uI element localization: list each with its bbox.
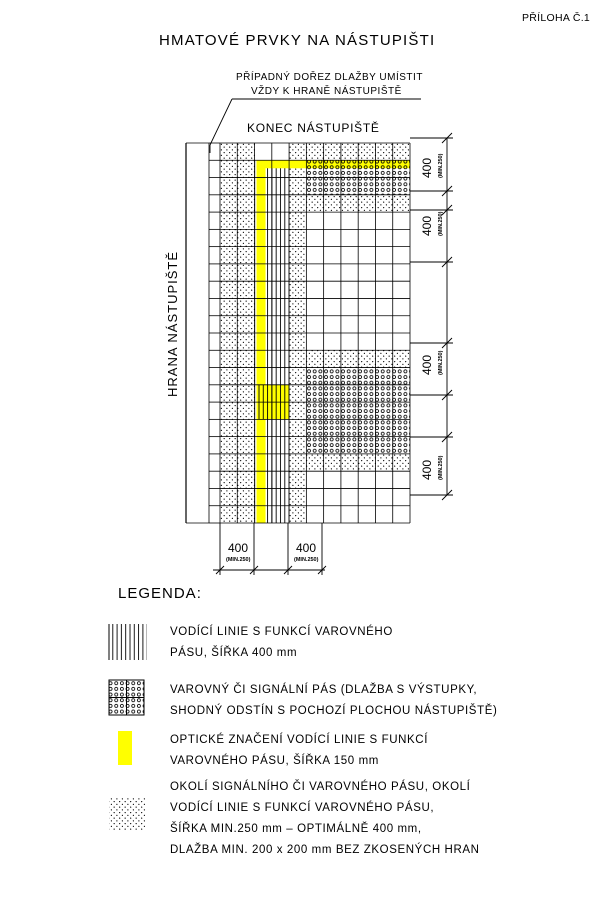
platform-edge-label: HRANA NÁSTUPIŠTĚ [165, 250, 180, 397]
cut-note-line-2: VŽDY K HRANĚ NÁSTUPIŠTĚ [251, 86, 402, 97]
right-dimension-chain [410, 133, 453, 500]
surround-zone-top [289, 143, 410, 160]
legend-text-studded-tile: VAROVNÝ ČI SIGNÁLNÍ PÁS (DLAŽBA S VÝSTUPKY, SHODNÝ ODSTÍN S POCHOZÍ PLOCHOU NÁSTUPIŠTĚ) [170, 684, 498, 717]
legend-symbol-studded-tile [109, 680, 144, 715]
dim-right-1-min: (MIN.250) [438, 153, 444, 178]
dim-right-2-value: 400 [420, 215, 434, 236]
dim-bottom-2-min: (MIN.250) [294, 557, 319, 563]
yellow-corner-marking [257, 160, 309, 168]
dim-bottom-1-min: (MIN.250) [226, 557, 251, 563]
drawing-title: HMATOVÉ PRVKY NA NÁSTUPIŠTI [159, 32, 436, 49]
dim-right-3-min: (MIN.250) [438, 350, 444, 375]
dim-bottom-1-value: 400 [228, 541, 249, 555]
dim-bottom-2-value: 400 [296, 541, 317, 555]
legend-title: LEGENDA: [118, 585, 202, 602]
legend-symbol-guide-line [109, 624, 147, 660]
platform-end-label: KONEC NÁSTUPIŠTĚ [247, 121, 380, 135]
dim-right-3-value: 400 [420, 354, 434, 375]
bottom-dimension-chain [213, 523, 326, 575]
legend-symbol-dotted-surround [109, 797, 145, 831]
annex-label: PŘÍLOHA Č.1 [522, 12, 591, 24]
cut-note-line-1: PŘÍPADNÝ DOŘEZ DLAŽBY UMÍSTIT [236, 72, 423, 83]
dim-right-4-value: 400 [420, 459, 434, 480]
legend-text-dotted-surround: OKOLÍ SIGNÁLNÍHO ČI VAROVNÉHO PÁSU, OKOLÍ VODÍCÍ LINIE S FUNKCÍ VAROVNÉHO PÁSU, ŠÍŘKA MIN.250 mm – OPTIMÁLNĚ 400 mm, DLAŽBA MIN. 200 x 200 mm BEZ ZKOSENÝCH HRAN [170, 781, 480, 856]
dim-right-4-min: (MIN.250) [438, 455, 444, 480]
legend-text-yellow-marking: OPTICKÉ ZNAČENÍ VODÍCÍ LINIE S FUNKCÍ VAROVNÉHO PÁSU, ŠÍŘKA 150 mm [170, 734, 428, 767]
legend-text-guide-line: VODÍCÍ LINIE S FUNKCÍ VAROVNÉHO PÁSU, ŠÍŘKA 400 mm [170, 626, 393, 659]
dim-right-1-value: 400 [420, 157, 434, 178]
yellow-guide-marking [257, 160, 266, 523]
legend-symbol-yellow-marking [118, 731, 132, 765]
surround-zone-right [289, 160, 306, 523]
dim-right-2-min: (MIN.250) [438, 211, 444, 236]
